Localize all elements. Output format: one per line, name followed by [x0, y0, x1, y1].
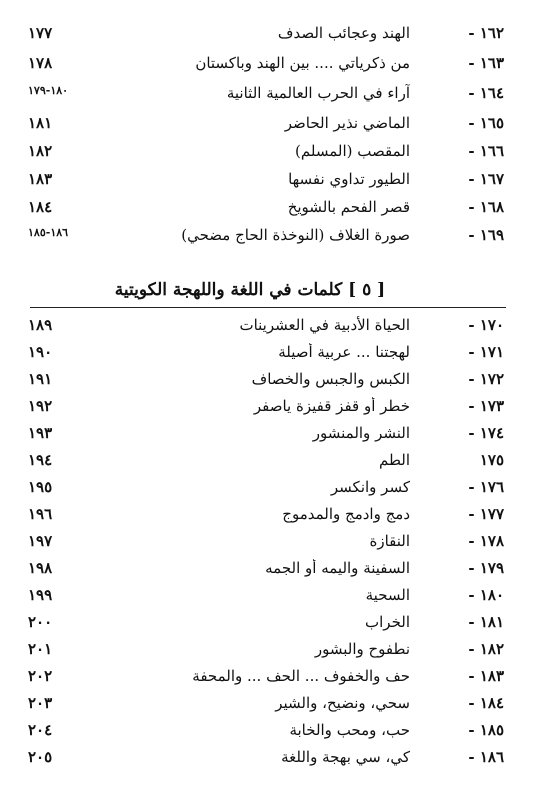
entry-page: ٢٠٣ [28, 694, 53, 712]
toc-entry [0, 316, 536, 346]
entry-number: ١٧٩ - [468, 559, 504, 577]
toc-entry [0, 505, 536, 535]
toc-entry [0, 226, 536, 256]
entry-title: النشر والمنشور [312, 424, 410, 442]
entry-number: ١٨٤ - [468, 694, 504, 712]
toc-entry [0, 532, 536, 562]
entry-number: ١٦٢ - [468, 24, 504, 42]
entry-title: كي، سي بهجة واللغة [281, 748, 410, 766]
entry-title: قصر الفحم بالشويخ [287, 198, 410, 216]
entry-page: ٢٠٤ [28, 721, 53, 739]
toc-entry [0, 694, 536, 724]
entry-page: ١٩١ [28, 370, 53, 388]
toc-entry [0, 54, 536, 84]
toc-entry [0, 142, 536, 172]
entry-title: حب، ومحب والخابة [289, 721, 410, 739]
entry-title: سحي، ونضيح، والشير [275, 694, 410, 712]
entry-number: ١٦٤ - [468, 84, 504, 102]
entry-title: الهند وعجائب الصدف [277, 24, 410, 42]
entry-page: ١٩٨ [28, 559, 53, 577]
entry-title: خطر أو قفز قفيزة ياصفر [253, 397, 410, 415]
entry-page: ١٩٢ [28, 397, 53, 415]
toc-entry [0, 478, 536, 508]
entry-page: ٢٠٢ [28, 667, 53, 685]
entry-title: من ذكرياتي .... بين الهند وباكستان [195, 54, 410, 72]
entry-page: ١٩٥ [28, 478, 53, 496]
toc-entry [0, 84, 536, 114]
section-heading [100, 280, 400, 310]
toc-entry [0, 640, 536, 670]
toc-entry [0, 586, 536, 616]
toc-entry [0, 451, 536, 481]
toc-entry [0, 559, 536, 589]
toc-entry [0, 424, 536, 454]
entry-title: الطيور تداوي نفسها [288, 170, 410, 188]
entry-number: ١٧٥ [479, 451, 504, 469]
entry-title: المقصب (المسلم) [295, 142, 410, 160]
entry-number: ١٨٥ - [468, 721, 504, 739]
entry-page: ١٨٢ [28, 142, 53, 160]
entry-title: السفينة واليمه أو الجمه [265, 559, 410, 577]
entry-page: ١٨٣ [28, 170, 53, 188]
entry-number: ١٧٣ - [468, 397, 504, 415]
entry-page: ١٩٤ [28, 451, 53, 469]
entry-title: الماضي نذير الحاضر [284, 114, 410, 132]
toc-entry [0, 24, 536, 54]
entry-page: ١٨٩ [28, 316, 53, 334]
entry-number: ١٨١ - [468, 613, 504, 631]
section-bracket-open: [ [377, 280, 386, 300]
toc-entry [0, 343, 536, 373]
entry-title: السحية [365, 586, 410, 604]
entry-number: ١٦٣ - [468, 54, 504, 72]
section-bracket-close: ] [348, 280, 357, 300]
entry-number: ١٦٦ - [468, 142, 504, 160]
entry-title: الطم [378, 451, 410, 469]
entry-page: ٢٠١ [28, 640, 53, 658]
entry-page: ١٩٠ [28, 343, 53, 361]
entry-page: ٢٠٥ [28, 748, 53, 766]
entry-title: صورة الغلاف (النوخذة الحاج مضحي) [181, 226, 410, 244]
entry-page: ١٩٩ [28, 586, 53, 604]
entry-title: النقازة [369, 532, 410, 550]
section-title: كلمات في اللغة واللهجة الكويتية [114, 280, 343, 300]
entry-page: ١٨١ [28, 114, 53, 132]
entry-number: ١٧٢ - [468, 370, 504, 388]
toc-entry [0, 721, 536, 751]
section-number: ٥ [362, 280, 372, 300]
entry-page: ١٩٣ [28, 424, 53, 442]
entry-number: ١٨٢ - [468, 640, 504, 658]
entry-number: ١٦٨ - [468, 198, 504, 216]
toc-entry [0, 748, 536, 778]
entry-number: ١٧٠ - [468, 316, 504, 334]
entry-title: دمج وادمج والمدموج [282, 505, 410, 523]
entry-number: ١٧٧ - [468, 505, 504, 523]
entry-number: ١٨٦ - [468, 748, 504, 766]
entry-number: ١٧١ - [468, 343, 504, 361]
entry-number: ١٨٣ - [468, 667, 504, 685]
entry-page: ١٩٧ [28, 532, 53, 550]
entry-number: ١٦٥ - [468, 114, 504, 132]
toc-entry [0, 198, 536, 228]
entry-title: الحياة الأدبية في العشرينات [239, 316, 410, 334]
entry-number: ١٧٦ - [468, 478, 504, 496]
toc-entry [0, 114, 536, 144]
entry-number: ١٧٨ - [468, 532, 504, 550]
entry-page: ١٧٨ [28, 54, 53, 72]
entry-page: ١٨٠-١٧٩ [28, 84, 69, 97]
entry-title: الخراب [365, 613, 410, 631]
entry-title: كسر وانكسر [330, 478, 410, 496]
entry-number: ١٦٩ - [468, 226, 504, 244]
entry-title: لهجتنا ... عربية أصيلة [278, 343, 410, 361]
entry-title: الكبس والجبس والخصاف [251, 370, 410, 388]
entry-page: ٢٠٠ [28, 613, 53, 631]
toc-entry [0, 170, 536, 200]
entry-title: آراء في الحرب العالمية الثانية [226, 84, 410, 102]
entry-page: ١٧٧ [28, 24, 53, 42]
entry-number: ١٦٧ - [468, 170, 504, 188]
toc-entry [0, 667, 536, 697]
section-divider [30, 307, 506, 308]
entry-number: ١٧٤ - [468, 424, 504, 442]
entry-page: ١٨٦-١٨٥ [28, 226, 69, 239]
entry-title: نطفوح والبشور [314, 640, 410, 658]
toc-entry [0, 397, 536, 427]
entry-title: حف والخفوف ... الحف ... والمحفة [192, 667, 410, 685]
entry-page: ١٨٤ [28, 198, 53, 216]
toc-entry [0, 613, 536, 643]
toc-entry [0, 370, 536, 400]
entry-page: ١٩٦ [28, 505, 53, 523]
entry-number: ١٨٠ - [468, 586, 504, 604]
